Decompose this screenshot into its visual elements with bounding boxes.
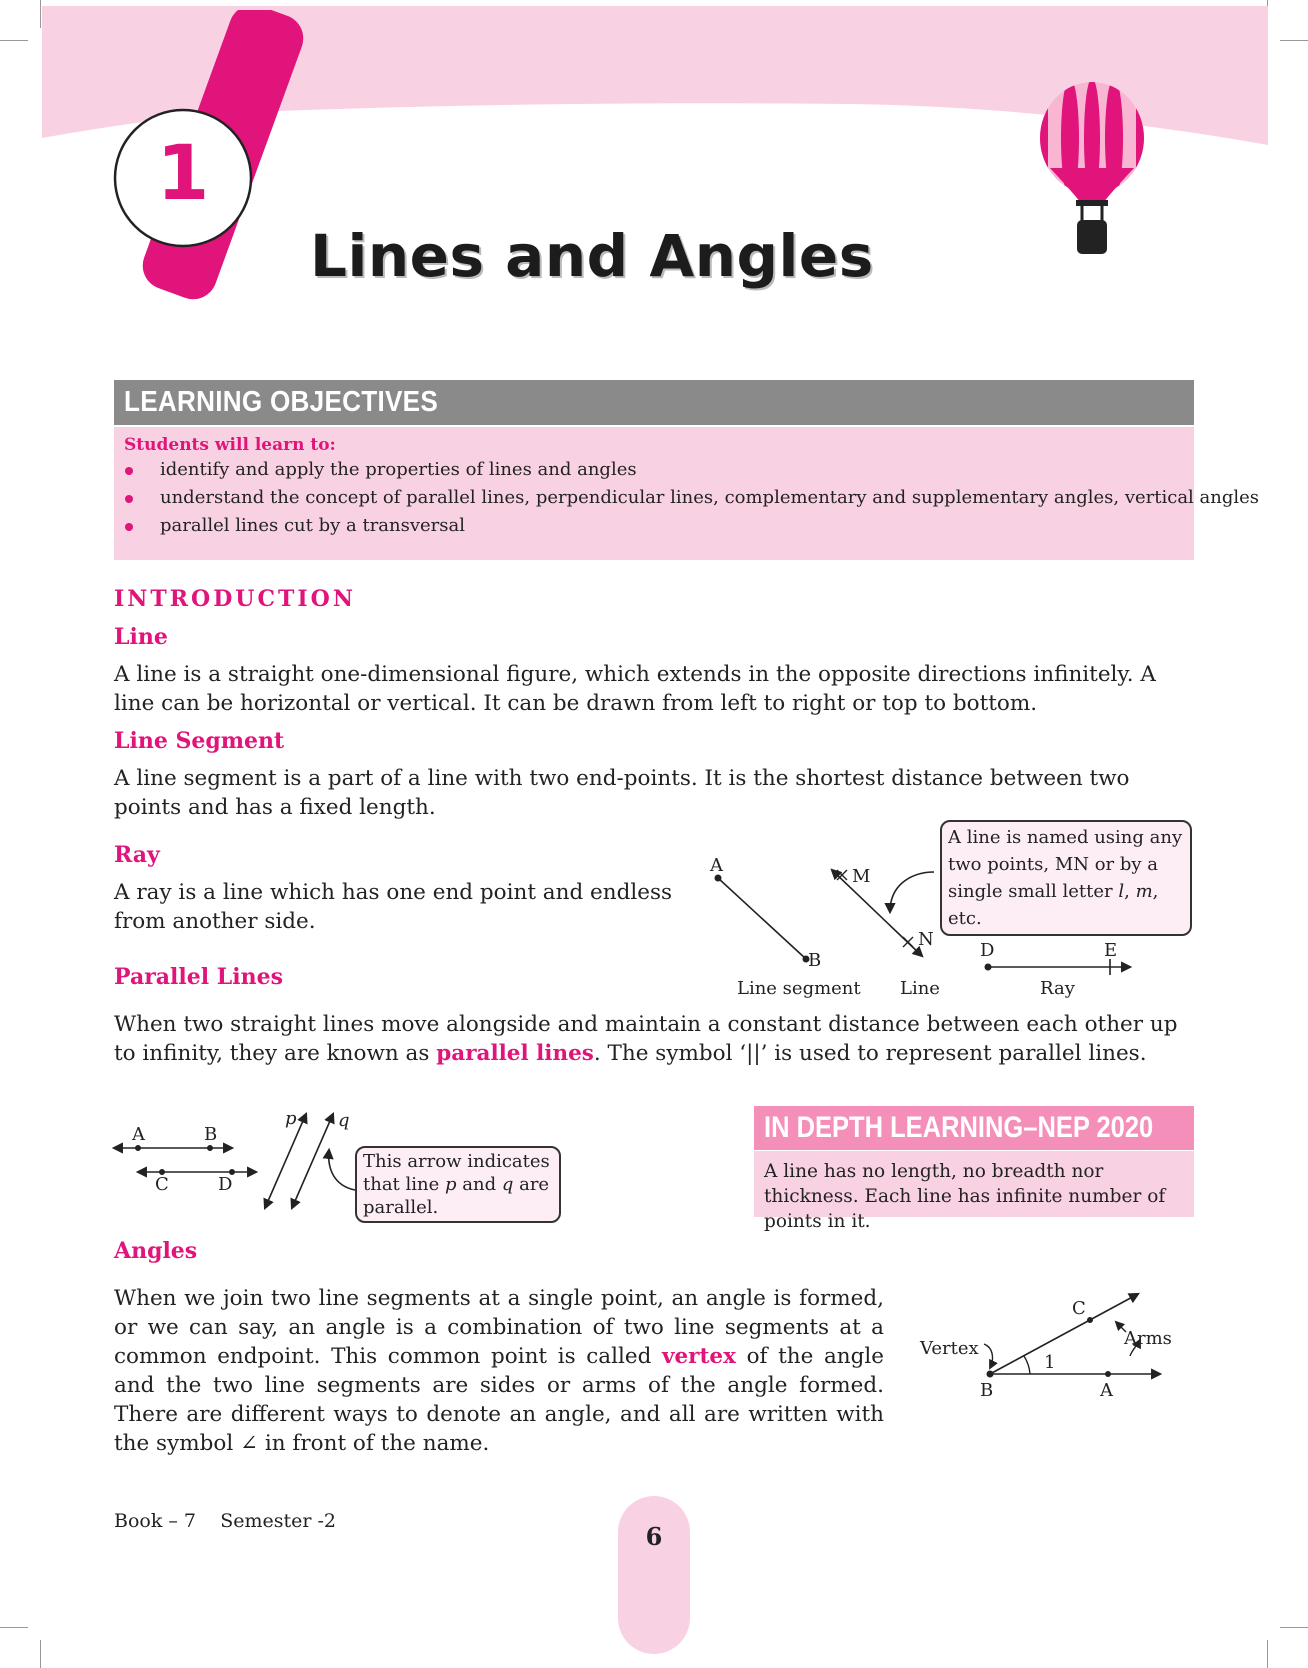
footer-book-info [114,1510,336,1532]
line-segment-ab [718,878,806,959]
crop-mark [1280,1627,1308,1628]
bullet-icon [125,523,133,531]
caption-line-segment: Line segment [737,978,861,999]
label-point-a: A [710,855,723,876]
point-n-tick [903,937,913,947]
label-point-b: B [808,950,822,971]
nep-text: A line has no length, no breadth nor thickness. Each line has infinite number of points in it. [764,1161,1166,1232]
callout-pointer [890,872,934,912]
parallel-lines-heading: Parallel Lines [114,964,283,990]
introduction-heading: INTRODUCTION [114,586,356,612]
footer-book: Book – 7 [114,1510,197,1532]
parallel-text-after: . The symbol ‘||’ is used to represent parallel lines. [593,1041,1147,1066]
angles-heading: Angles [114,1238,198,1264]
nep-heading: IN DEPTH LEARNING–NEP 2020 [764,1111,1154,1144]
line-text: A line is a straight one-dimensional figure, which extends in the opposite directions infinitely. A line can be horizontal or vertical. It can be drawn from left to right or top to bottom. [114,662,1156,716]
angle-arc [1024,1356,1030,1374]
parallel-lines-term: parallel lines [436,1041,594,1066]
vertex-term: vertex [662,1344,736,1369]
label-point-e: E [1104,940,1118,961]
objective-item: parallel lines cut by a transversal [160,515,465,536]
label-line-q: q [338,1110,350,1131]
bullet-icon [125,495,133,503]
point-d-dot [985,964,992,971]
nep-header [754,1106,1194,1150]
arm-bc [990,1294,1138,1374]
line-segment-text: A line segment is a part of a line with two end-points. It is the shortest distance between two points and has a fixed length. [114,766,1130,820]
ray-text: A ray is a line which has one end point and endless from another side. [114,880,673,934]
angles-text-before: When we join two line segments at a single point, an angle is formed, or we can say, an angle is a combination of two line segments at a common endpoint. This common point is called [114,1286,884,1369]
label-point-d: D [980,940,995,961]
learning-objectives-box [114,427,1260,560]
label-point-c: C [1072,1298,1086,1319]
caption-ray: Ray [1040,978,1075,999]
point-a-dot [1105,1371,1111,1377]
vertex-pointer [984,1344,992,1368]
caption-line: Line [900,978,940,999]
nep-box [754,1151,1194,1232]
objective-item: identify and apply the properties of lines and angles [160,459,637,480]
hot-air-balloon-icon [1036,80,1148,258]
point-c-dot [1087,1317,1093,1323]
angles-text [114,1284,884,1458]
vertex-label: Vertex [920,1338,979,1359]
angle-number-label: 1 [1044,1352,1056,1373]
ray-heading: Ray [114,842,160,868]
vertex-b-dot [987,1371,994,1378]
objective-item: understand the concept of parallel lines, perpendicular lines, complementary and supplementary angles, vertical angles [160,487,1260,508]
crop-mark [0,1627,28,1628]
label-point-a: A [1100,1380,1113,1401]
chapter-number: 1 [156,128,210,217]
parallel-text-before: When two straight lines move alongside and maintain a constant distance between each other up to infinity, they are known as [114,1012,1178,1066]
label-point-b: B [204,1124,218,1145]
point-a-dot [135,1145,141,1151]
point-b-dot [207,1145,213,1151]
label-point-n: N [918,929,934,950]
page-number: 6 [645,1522,663,1551]
line-heading: Line [114,624,168,650]
footer-semester: Semester -2 [220,1510,336,1532]
parallel-lines-text [114,1010,1196,1068]
label-line-p: p [285,1108,297,1129]
parallel-callout: This arrow indicates that line p and q are parallel. [355,1146,561,1223]
arms-label: Arms [1124,1328,1172,1349]
line-naming-callout: A line is named using any two points, MN or by a single small letter l, m, etc. [940,820,1192,936]
label-point-b: B [980,1380,994,1401]
angles-text-after: of the angle and the two line segments are sides or arms of the angle formed. There are different ways to denote an angle, and all are written with the symbol ∠ in front of the name. [114,1344,884,1456]
chapter-title: Lines and Angles [310,222,874,290]
crop-mark [40,1640,41,1668]
page-number-pill [618,1496,690,1654]
crop-mark [1267,1640,1268,1668]
label-point-c: C [155,1174,169,1195]
label-point-m: M [852,866,871,887]
label-point-d: D [218,1174,233,1195]
learning-objectives-intro: Students will learn to: [124,435,336,455]
learning-objectives-heading: LEARNING OBJECTIVES [124,386,439,418]
label-point-a: A [132,1124,145,1145]
learning-objectives-header [114,380,1194,425]
bullet-icon [125,467,133,475]
line-segment-heading: Line Segment [114,728,285,754]
